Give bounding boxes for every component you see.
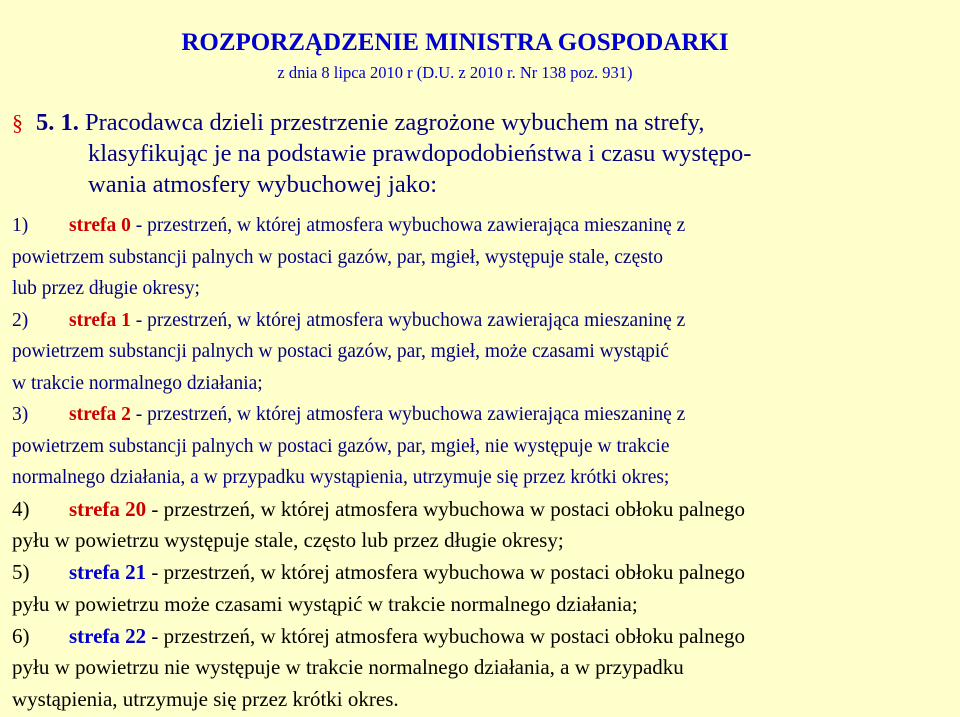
document-title: ROZPORZĄDZENIE MINISTRA GOSPODARKI	[181, 29, 729, 56]
item-text: powietrzem substancji palnych w postaci gazów, par, mgieł, nie występuje w trakcie	[12, 435, 670, 457]
zone-item-1	[12, 305, 947, 400]
section-bullet-icon: §	[12, 110, 23, 135]
zone-label: strefa 22	[69, 623, 147, 648]
zone-label: strefa 1	[69, 309, 131, 331]
item-number: 5)	[12, 560, 30, 585]
item-text: wystąpienia, utrzymuje się przez krótki okres.	[12, 687, 399, 712]
item-text: w trakcie normalnego działania;	[12, 372, 263, 394]
item-number: 1)	[12, 215, 29, 236]
intro-line-1: Pracodawca dzieli przestrzenie zagrożone wybuchem na strefy,	[85, 109, 705, 136]
zone-label: strefa 0	[69, 215, 131, 236]
item-text: pyłu w powietrzu może czasami wystąpić w trakcie normalnego działania;	[12, 591, 638, 616]
zone-label: strefa 21	[69, 560, 147, 585]
intro-line-2: klasyfikując je na podstawie prawdopodobieństwa i czasu występo-	[88, 140, 752, 167]
item-text: - przestrzeń, w której atmosfera wybuchowa w postaci obłoku palnego	[146, 560, 746, 585]
section-intro	[36, 107, 941, 200]
zone-item-21	[12, 557, 947, 621]
zone-item-22	[12, 621, 947, 716]
zone-list	[12, 210, 947, 716]
zone-item-0	[12, 210, 947, 305]
zone-item-2	[12, 399, 947, 494]
zone-item-20	[12, 494, 947, 558]
item-number: 2)	[12, 309, 29, 331]
item-text: - przestrzeń, w której atmosfera wybuchowa w postaci obłoku palnego	[146, 623, 746, 648]
item-number: 6)	[12, 623, 30, 648]
zone-label: strefa 2	[69, 404, 131, 425]
item-text: normalnego działania, a w przypadku wystąpienia, utrzymuje się przez krótki okres;	[12, 467, 670, 488]
item-text: pyłu w powietrzu nie występuje w trakcie normalnego działania, a w przypadku	[12, 655, 684, 680]
item-text: - przestrzeń, w której atmosfera wybuchowa zawierająca mieszaninę z	[130, 404, 686, 425]
item-number: 3)	[12, 404, 29, 425]
item-number: 4)	[12, 496, 30, 521]
intro-line-3: wania atmosfery wybuchowej jako:	[88, 171, 438, 198]
item-text: - przestrzeń, w której atmosfera wybuchowa zawierająca mieszaninę z	[130, 215, 686, 236]
document-subtitle: z dnia 8 lipca 2010 r (D.U. z 2010 r. Nr 138 poz. 931)	[277, 63, 633, 82]
item-text: pyłu w powietrzu występuje stale, często lub przez długie okresy;	[12, 528, 564, 553]
item-text: lub przez długie okresy;	[12, 278, 200, 299]
zone-label: strefa 20	[69, 496, 147, 521]
item-text: - przestrzeń, w której atmosfera wybuchowa zawierająca mieszaninę z	[130, 309, 686, 331]
item-text: - przestrzeń, w której atmosfera wybuchowa w postaci obłoku palnego	[146, 496, 746, 521]
section-number: 5. 1.	[36, 109, 79, 136]
item-text: powietrzem substancji palnych w postaci gazów, par, mgieł, występuje stale, często	[12, 246, 664, 268]
item-text: powietrzem substancji palnych w postaci gazów, par, mgieł, może czasami wystąpić	[12, 341, 669, 362]
